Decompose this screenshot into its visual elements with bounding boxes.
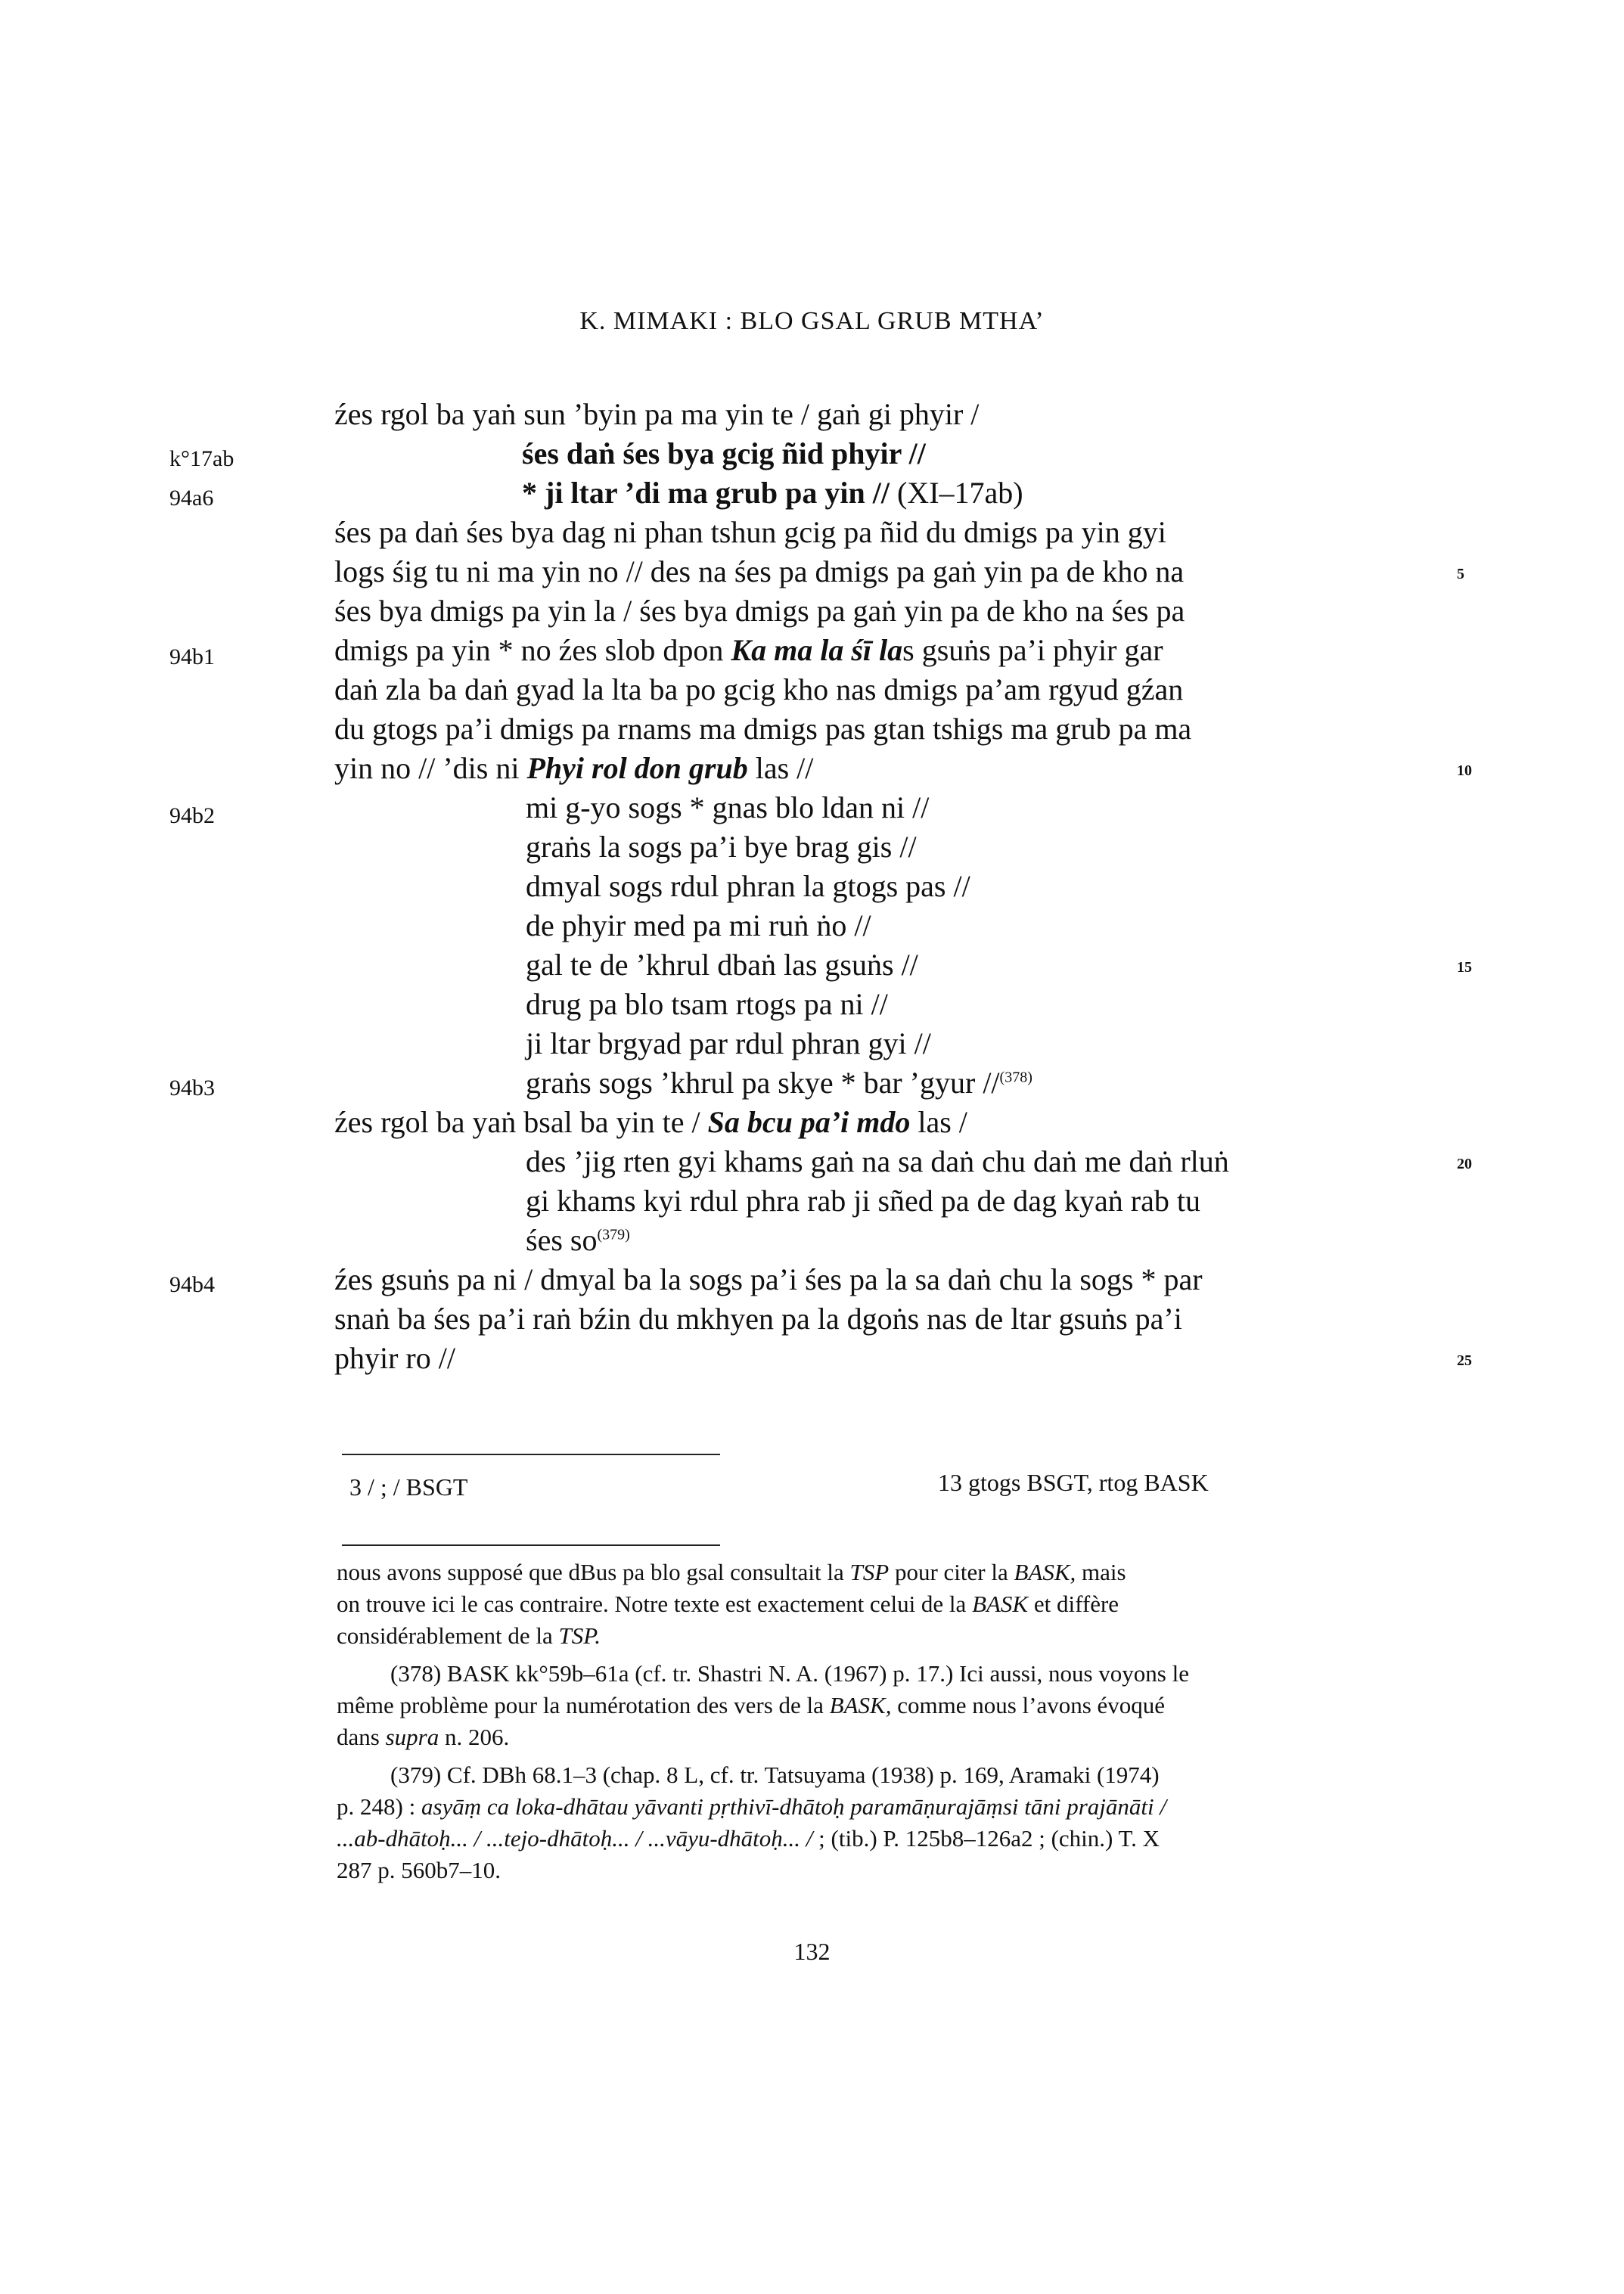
- text-line-10b: las //: [755, 751, 814, 785]
- line-number-20: 20: [1457, 1156, 1472, 1172]
- verse-17b-text: * ji ltar ’di ma grub pa yin //: [522, 476, 890, 510]
- fn-text: même problème pour la numérotation des vers de la: [337, 1692, 830, 1718]
- fn-italic: BASK,: [829, 1692, 892, 1718]
- fn-italic: TSP.: [558, 1622, 601, 1649]
- text-line-7: [334, 631, 1163, 670]
- sutra-title: Sa bcu pa’i mdo: [707, 1105, 911, 1139]
- text-line-4: śes pa daṅ śes bya dag ni phan tshun gcig pa ñid du dmigs pa yin gyi: [334, 515, 1166, 549]
- fn-text: p. 248) :: [337, 1793, 421, 1820]
- verse-line-3: dmyal sogs rdul phran la gtogs pas //: [526, 869, 970, 903]
- text-line-1: źes rgol ba yaṅ sun ’byin pa ma yin te / gaṅ gi phyir /: [334, 397, 980, 431]
- fn-text: nous avons supposé que dBus pa blo gsal consultait la: [337, 1559, 850, 1585]
- footnote-ref-379: (379): [597, 1226, 630, 1243]
- fn-italic: TSP: [849, 1559, 890, 1585]
- text-line-7a: dmigs pa yin * no źes slob dpon: [334, 633, 724, 667]
- footnote-rule: [342, 1544, 720, 1546]
- apparatus-note-13: 13 gtogs BSGT, rtog BASK: [938, 1469, 1209, 1496]
- text-line-25: phyir ro //: [334, 1341, 455, 1375]
- apparatus-rule: [342, 1454, 720, 1455]
- text-line-10: [334, 749, 813, 788]
- quote-line-1: des ’jig rten gyi khams gaṅ na sa daṅ chu daṅ me daṅ rluṅ: [526, 1144, 1229, 1178]
- fn-italic: BASK: [972, 1591, 1029, 1617]
- text-line-23: źes gsuṅs pa ni / dmyal ba la sogs pa’i śes pa la sa daṅ chu la sogs * par: [334, 1262, 1203, 1296]
- verse-line-5: gal te de ’khrul dbaṅ las gsuṅs //: [526, 948, 918, 982]
- line-number-5: 5: [1457, 566, 1464, 582]
- line-number-25: 25: [1457, 1352, 1472, 1369]
- fn-italic: supra: [385, 1724, 439, 1750]
- fn-italic: ...ab-dhātoḥ... / ...tejo-dhātoḥ... / ...vāyu-dhātoḥ... /: [337, 1825, 813, 1852]
- footnote-378-line-3: [337, 1721, 1456, 1753]
- text-line-8: daṅ zla ba daṅ gyad la lta ba po gcig kho nas dmigs pa’am rgyud gźan: [334, 672, 1184, 706]
- footnote-379-line-4: 287 p. 560b7–10.: [337, 1857, 501, 1883]
- fn-text: considérablement de la: [337, 1622, 559, 1649]
- footnote-378-line-2: [337, 1690, 1456, 1721]
- text-line-7b: s gsuṅs pa’i phyir gar: [902, 633, 1163, 667]
- fn-text: comme nous l’avons évoqué: [891, 1692, 1166, 1718]
- text-line-9: du gtogs pa’i dmigs pa rnams ma dmigs pas gtan tshigs ma grub pa ma: [334, 712, 1192, 746]
- verse-line-8: [526, 1063, 1032, 1103]
- fn-text: et diffère: [1028, 1591, 1119, 1617]
- verse-line-4: de phyir med pa mi ruṅ ṅo //: [526, 908, 871, 942]
- margin-label-94b1: 94b1: [169, 644, 215, 669]
- text-line-5: logs śig tu ni ma yin no // des na śes pa dmigs pa gaṅ yin pa de kho na: [334, 554, 1185, 588]
- verse-17a-text: śes daṅ śes bya gcig ñid phyir //: [522, 436, 926, 470]
- text-line-19: [334, 1103, 967, 1142]
- line-number-10: 10: [1457, 762, 1472, 779]
- text-line-10a: yin no // ’dis ni: [334, 751, 520, 785]
- work-title: Phyi rol don grub: [526, 751, 748, 785]
- verse-line-6: drug pa blo tsam rtogs pa ni //: [526, 987, 888, 1021]
- footnote-continuation-line-2: [337, 1588, 1456, 1620]
- author-name: Ka ma la śī la: [731, 633, 903, 667]
- fn-text: mais: [1076, 1559, 1126, 1585]
- quote-line-3: [526, 1221, 630, 1260]
- footnote-ref-378: (378): [999, 1069, 1032, 1086]
- footnote-379-line-2: [337, 1791, 1456, 1823]
- fn-text: dans: [337, 1724, 386, 1750]
- verse-line-2: graṅs la sogs pa’i bye brag gis //: [526, 830, 917, 864]
- margin-label-94b4: 94b4: [169, 1272, 215, 1297]
- footnote-378-line-1: (378) BASK kk°59b–61a (cf. tr. Shastri N. A. (1967) p. 17.) Ici aussi, nous voyons le: [390, 1660, 1189, 1687]
- footnote-379-line-3: [337, 1823, 1456, 1855]
- footnote-continuation-line-3: [337, 1620, 1456, 1652]
- fn-text: ; (tib.) P. 125b8–126a2 ; (chin.) T. X: [812, 1825, 1160, 1852]
- line-number-15: 15: [1457, 959, 1472, 976]
- margin-label-94b2: 94b2: [169, 803, 215, 828]
- fn-italic: asyāṃ ca loka-dhātau yāvanti pṛthivī-dhātoḥ paramāṇurajāṃsi tāni prajānāti /: [421, 1793, 1166, 1820]
- verse-line-7: ji ltar brgyad par rdul phran gyi //: [526, 1026, 931, 1060]
- quote-line-2: gi khams kyi rdul phra rab ji sñed pa de dag kyaṅ rab tu: [526, 1184, 1200, 1218]
- running-header: K. MIMAKI : BLO GSAL GRUB MTHA’: [579, 307, 1045, 335]
- footnote-continuation-line-1: [337, 1557, 1456, 1588]
- text-line-24: snaṅ ba śes pa’i raṅ bźin du mkhyen pa la dgoṅs nas de ltar gsuṅs pa’i: [334, 1302, 1182, 1336]
- verse-line-17b: [522, 473, 1023, 513]
- margin-label-94b3: 94b3: [169, 1076, 215, 1100]
- fn-text: on trouve ici le cas contraire. Notre texte est exactement celui de la: [337, 1591, 973, 1617]
- verse-line-1: mi g-yo sogs * gnas blo ldan ni //: [526, 790, 930, 824]
- quote-line-3-text: śes so: [526, 1223, 598, 1257]
- margin-label-94a6: 94a6: [169, 486, 214, 511]
- verse-line-17a: [522, 434, 926, 473]
- verse-line-8-text: graṅs sogs ’khrul pa skye * bar ’gyur //: [526, 1066, 1000, 1100]
- text-line-19a: źes rgol ba yaṅ bsal ba yin te /: [334, 1105, 700, 1139]
- apparatus-note-3: 3 / ; / BSGT: [349, 1473, 468, 1501]
- fn-text: n. 206.: [439, 1724, 510, 1750]
- text-line-6: śes bya dmigs pa yin la / śes bya dmigs pa gaṅ yin pa de kho na śes pa: [334, 594, 1185, 628]
- verse-reference: (XI–17ab): [896, 476, 1023, 510]
- text-line-19b: las /: [918, 1105, 967, 1139]
- footnote-379-line-1: (379) Cf. DBh 68.1–3 (chap. 8 L, cf. tr. Tatsuyama (1938) p. 169, Aramaki (1974): [390, 1762, 1160, 1788]
- fn-text: pour citer la: [889, 1559, 1014, 1585]
- page-number: 132: [793, 1938, 831, 1965]
- margin-label-k17ab: k°17ab: [169, 446, 234, 471]
- fn-italic: BASK,: [1014, 1559, 1076, 1585]
